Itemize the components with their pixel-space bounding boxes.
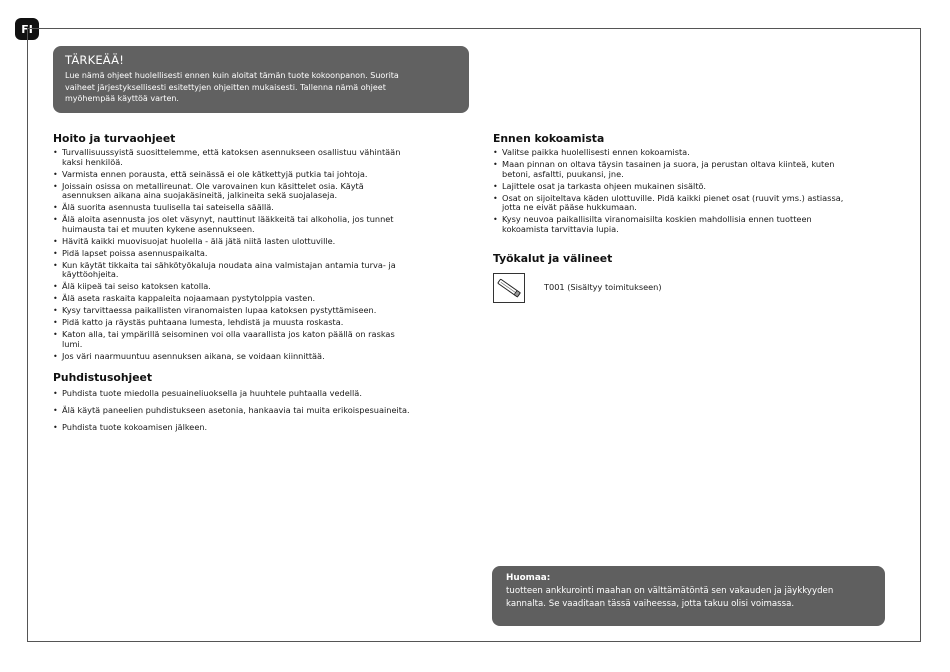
note-text [506,585,871,610]
note-line: kannalta. Se vaaditaan tässä vaiheessa, jotta takuu olisi voimassa. [506,598,795,609]
important-line: vaiheet järjestyksellisesti esitettyjen ohjeitten mukaisesti. Tallenna nämä ohjeet [65,82,386,92]
list-item: • Joissain osissa on metallireunat. Ole varovainen kun käsittelet osia. Käytä asennuksen aikana aina suojakäsineitä, jalkineita sekä suojalaseja. [53,182,453,201]
list-item: • Älä kiipeä tai seiso katoksen katolla. [53,282,453,292]
tools-heading: Työkalut ja välineet [493,251,613,265]
cleaning-heading: Puhdistusohjeet [53,370,153,384]
note-line: tuotteen ankkurointi maahan on välttämätöntä sen vakauden ja jäykkyyden [506,586,834,596]
list-item: • Hävitä kaikki muovisuojat huolella - älä jätä niitä lasten ulottuville. [53,237,453,247]
important-text [65,70,457,105]
note-box [492,566,885,626]
important-line: myöhempää käyttöä varten. [65,94,179,104]
tool-item [493,273,883,309]
list-item: • Kysy tarvittaessa paikallisten viranomaisten lupaa katoksen pystyttämiseen. [53,306,453,316]
note-title: Huomaa: [506,573,551,583]
right-column [493,132,883,309]
list-item: • Lajittele osat ja tarkasta ohjeen mukainen sisältö. [493,182,883,192]
list-item: • Jos väri naarmuuntuu asennuksen aikana, se voidaan kiinnittää. [53,352,453,362]
list-item: • Valitse paikka huolellisesti ennen kokoamista. [493,148,883,158]
list-item: • Älä käytä paneelien puhdistukseen asetonia, hankaavia tai muita erikoispesuaineita. [53,406,453,416]
care-list [53,148,453,361]
important-title: TÄRKEÄÄ! [65,53,125,67]
list-item: • Katon alla, tai ympärillä seisominen voi olla vaarallista jos katon päällä on raskas lumi. [53,330,453,349]
list-item: • Pidä lapset poissa asennuspaikalta. [53,249,453,259]
care-heading: Hoito ja turvaohjeet [53,132,176,145]
before-assembly-list [493,148,883,234]
important-line: Lue nämä ohjeet huolellisesti ennen kuin aloitat tämän tuote kokoonpanon. Suorita [65,71,399,80]
cleaning-list [53,389,453,433]
before-assembly-heading: Ennen kokoamista [493,132,605,145]
list-item: • Älä suorita asennusta tuulisella tai sateisella säällä. [53,203,453,213]
list-item: • Puhdista tuote kokoamisen jälkeen. [53,423,453,433]
important-notice-box [53,46,469,113]
language-tab: FI [15,18,39,40]
list-item: • Älä aloita asennusta jos olet väsynyt, nauttinut lääkkeitä tai alkoholia, jos tunnet huimausta tai et muuten kykene asennukseen. [53,215,453,234]
hex-key-icon [493,273,525,303]
list-item: • Pidä katto ja räystäs puhtaana lumesta, lehdistä ja muusta roskasta. [53,318,453,328]
list-item: • Turvallisuussyistä suosittelemme, että katoksen asennukseen osallistuu vähintään kaksi henkilöä. [53,148,453,167]
list-item: • Kun käytät tikkaita tai sähkötyökaluja noudata aina valmistajan antamia turva- ja käyttöohjeita. [53,261,453,280]
tool-label: T001 (Sisältyy toimitukseen) [544,281,662,292]
left-column [53,132,453,440]
list-item: • Kysy neuvoa paikallisilta viranomaisilta koskien mahdollisia ennen tuotteen kokoamista tarvittavia lupia. [493,215,883,234]
list-item: • Varmista ennen porausta, että seinässä ei ole kätkettyjä putkia tai johtoja. [53,170,453,180]
list-item: • Älä aseta raskaita kappaleita nojaamaan pystytolppia vasten. [53,294,453,304]
list-item: • Puhdista tuote miedolla pesuaineliuoksella ja huuhtele puhtaalla vedellä. [53,389,453,399]
list-item: • Maan pinnan on oltava täysin tasainen ja suora, ja perustan oltava kiinteä, kuten betoni, asfaltti, puukansi, jne. [493,160,883,179]
list-item: • Osat on sijoiteltava käden ulottuville. Pidä kaikki pienet osat (ruuvit yms.) astiassa, jotta ne eivät pääse hukkumaan. [493,194,883,213]
